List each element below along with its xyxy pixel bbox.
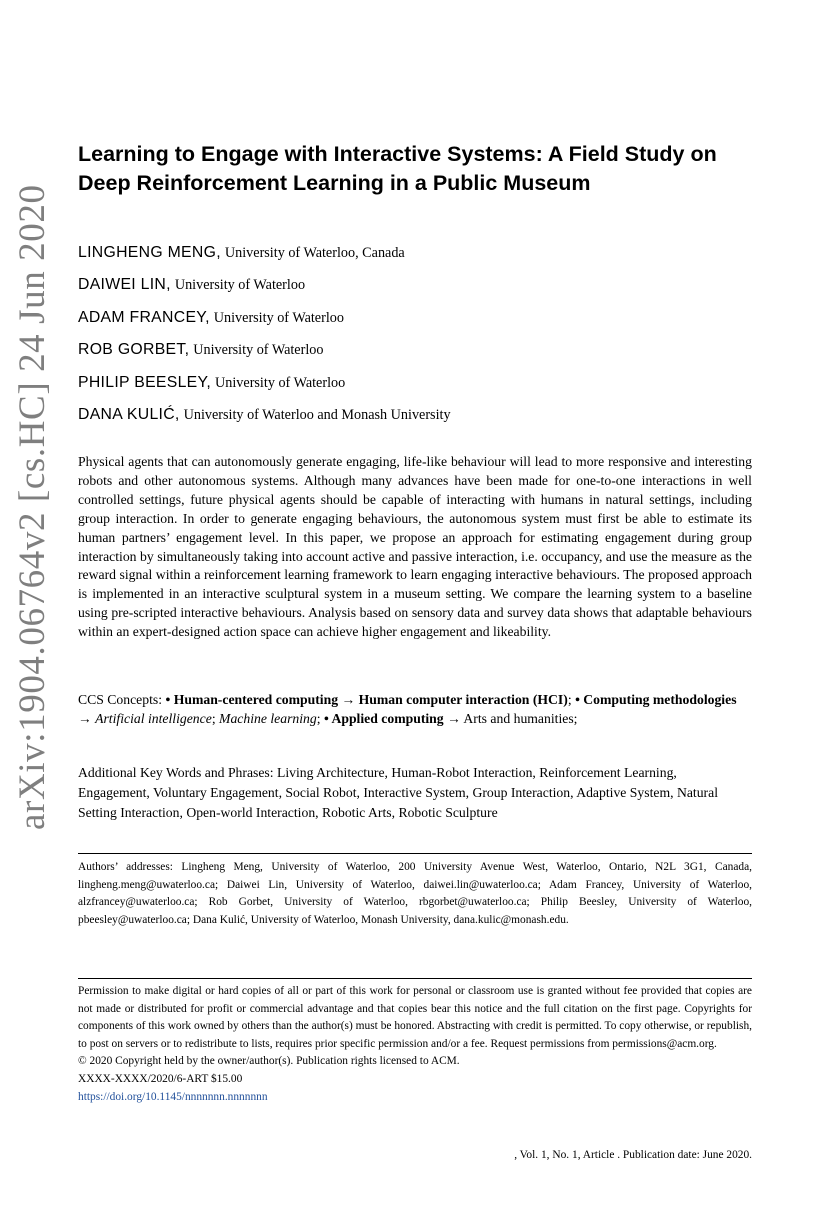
ccs-label: CCS Concepts: [78, 692, 166, 707]
arxiv-identifier-stamp: arXiv:1904.06764v2 [cs.HC] 24 Jun 2020 [12, 184, 53, 830]
ccs-arrow: → [338, 692, 359, 707]
author-entry [78, 337, 752, 369]
issn-line: XXXX-XXXX/2020/6-ART $15.00 [78, 1072, 243, 1085]
ccs-bullet: • [323, 711, 332, 726]
copyright-line: © 2020 Copyright held by the owner/author(s). Publication rights licensed to ACM. [78, 1055, 460, 1068]
author-affiliation: University of Waterloo, Canada [224, 245, 405, 261]
ccs-term: Human computer interaction (HCI) [358, 692, 568, 707]
ccs-arrow: → [78, 711, 96, 726]
abstract: Physical agents that can autonomously generate engaging, life-like behaviour will lead to more responsive and interesting robots and other autonomous systems. Although many advances have been made for one-to-one interactions in well controlled settings, future physical agents should be capable of interacting with humans in natural settings, including group interaction. In order to generate engaging behaviours, the autonomous system must first be able to estimate its human partners’ engagement level. In this paper, we propose an approach for estimating engagement during group interaction by simultaneously taking into account active and passive interaction, i.e. occupancy, and use the measure as the reward signal within a reinforcement learning framework to learn engaging interactive behaviours. The proposed approach is implemented in an interactive sculptural system in a museum setting. We compare the learning system to a baseline using pre-scripted interactive behaviours. Analysis based on sensory data and survey data shows that adaptable behaviours within an expert-designed action space can achieve higher engagement and likeability. [78, 454, 752, 640]
author-name: PHILIP BEESLEY, [78, 373, 212, 391]
author-entry [78, 272, 752, 304]
author-name: ADAM FRANCEY, [78, 308, 210, 326]
author-name: DAIWEI LIN, [78, 276, 171, 294]
ccs-separator: ; [211, 711, 220, 726]
ccs-arrow: → [443, 711, 464, 726]
ccs-term: Arts and humanities; [463, 711, 578, 726]
author-name: LINGHENG MENG, [78, 244, 221, 261]
author-affiliation: University of Waterloo [174, 277, 306, 294]
ccs-concepts [78, 690, 752, 728]
author-affiliation: University of Waterloo and Monash University [183, 406, 451, 423]
author-affiliation: University of Waterloo [213, 309, 344, 326]
permission-text: Permission to make digital or hard copies of all or part of this work for personal or classroom use is granted without fee provided that copies are not made or distributed for profit or commercial advantage and that copies bear this notice and the full citation on the first page. Copyrights for components of this work owned by others than the author(s) must be honored. Abstracting with credit is permitted. To copy otherwise, or republish, to post on servers or to redistribute to lists, requires prior specific permission and/or a fee. Request permissions from permissions@acm.org. [78, 985, 752, 1050]
author-entry [78, 402, 752, 434]
permission-divider [78, 978, 752, 979]
doi-link[interactable]: https://doi.org/10.1145/nnnnnnn.nnnnnnn [78, 1090, 268, 1103]
ccs-term: Human-centered computing [173, 692, 339, 707]
ccs-separator: ; [316, 711, 324, 726]
author-list [78, 240, 752, 434]
ccs-term: Applied computing [331, 711, 444, 726]
author-entry [78, 370, 752, 402]
author-name: ROB GORBET, [78, 341, 190, 359]
paper-title: Learning to Engage with Interactive Systems: A Field Study on Deep Reinforcement Learning in a Public Museum [78, 142, 717, 195]
page-footer: , Vol. 1, No. 1, Article . Publication date: June 2020. [514, 1149, 752, 1161]
ccs-term: Artificial intelligence [95, 711, 212, 726]
footnote-divider [78, 853, 752, 854]
author-addresses: Authors’ addresses: Lingheng Meng, University of Waterloo, 200 University Avenue West, Waterloo, Ontario, N2L 3G1, Canada, lingheng.meng@uwaterloo.ca; Daiwei Lin, University of Waterloo, daiwei.lin@uwaterloo.ca; Adam Francey, University of Waterloo, alzfrancey@uwaterloo.ca; Rob Gorbet, University of Waterloo, rbgorbet@uwaterloo.ca; Philip Beesley, University of Waterloo, pbeesley@uwaterloo.ca; Dana Kulić, University of Waterloo, Monash University, dana.kulic@monash.edu. [78, 861, 752, 926]
author-affiliation: University of Waterloo [215, 374, 346, 391]
ccs-bullet: • [165, 692, 174, 707]
ccs-term: Computing methodologies [583, 692, 737, 707]
author-entry [78, 305, 752, 337]
author-name: DANA KULIĆ, [78, 405, 180, 423]
ccs-term: Machine learning [219, 711, 317, 726]
author-affiliation: University of Waterloo [193, 342, 324, 359]
keywords: Additional Key Words and Phrases: Living Architecture, Human-Robot Interaction, Reinforcement Learning, Engagement, Voluntary Engagement, Social Robot, Interactive System, Group Interaction, Adaptive System, Natural Setting Interaction, Open-world Interaction, Robotic Arts, Robotic Sculpture [78, 765, 718, 820]
author-entry [78, 240, 752, 272]
ccs-bullet: • [575, 692, 584, 707]
permission-notice [78, 983, 752, 1106]
ccs-separator: ; [567, 692, 576, 707]
